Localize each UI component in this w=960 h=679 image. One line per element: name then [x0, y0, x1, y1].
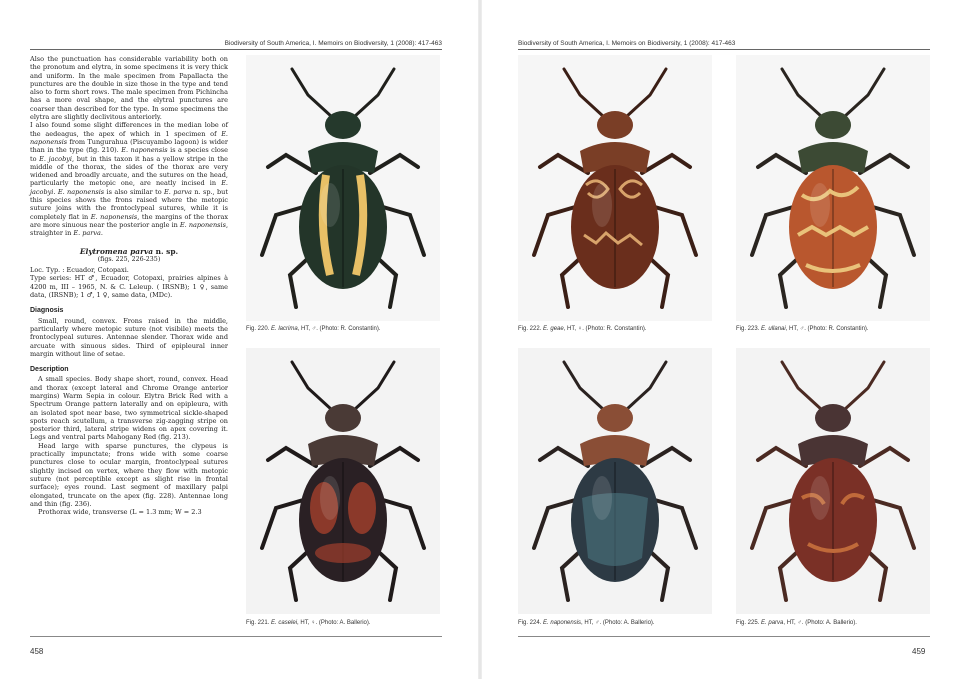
diagnosis-text: Small, round, convex. Frons raised in the middle, particularly where metopic suture (not visibile) meets the frontoclypeal sutures. Antennae slender. Thorax wide and arcuate with sinuous sides. Third of epipleural inner margin without line of setae. — [30, 316, 228, 358]
figure-caption: Fig. 222. E. geae, HT, ♀. (Photo: R. Constantin). — [518, 326, 647, 332]
running-head-left: Biodiversity of South America, I. Memoirs on Biodiversity, 1 (2008): 417-463 — [30, 40, 442, 50]
paragraph: Also the punctuation has considerable variability both on the pronotum and elytra, in some specimens it is very thick and uniform. In the male specimen from Papallacta the punctures are the double in size those in the type and tend also to form short rows. The male specimen from Pichincha has a more oval shape, and the elytral punctures are coarser than described for the type. In some specimens the elytra are slightly declivitous anteriorly. — [30, 55, 228, 122]
beetle-photo-fig-224 — [518, 348, 712, 614]
paragraph: I also found some slight differences in the median lobe of the aedeagus, the apex of which in 1 specimen of E. naponensis from Tungurahua (Piscuyambo lagoon) is wider than in the type (fig. 210). E. naponensis is a species close to E. jacobyi, but in this taxon it has a yellow stripe in the middle of the thorax, the sides of the thorax are very widened and broadly arcuate, and the sutures on the head, particularly the metopic one, are neatly incised in E. jacobyi. E. naponensis is also similar to E. parva n. sp., but this species shows the frons raised where the metopic suture joins with the frontoclypeal sutures, while it is completely flat in E. naponensis, the margins of the thorax are more sinuous near the posterior angle in E. naponensis, straighter in E. parva. — [30, 121, 229, 238]
footer-rule — [518, 636, 930, 637]
figure-caption: Fig. 223. E. ullanai, HT, ♂. (Photo: R. Constantin). — [736, 326, 869, 332]
description-text: A small species. Body shape short, round, convex. Head and thorax (except lateral and Chrome Orange anterior margins) Warm Sepia in colour. Elytra Brick Red with a Spectrum Orange pattern laterally and on epipleura, with an isolated spot near base, two symmetrical sickle-shaped spots reach scutellum, a transverse zig-zagging stripe on posterior third, lateral stripe widens on apex covering it. Legs and ventral parts Mahogany Red (fig. 213). — [30, 375, 228, 442]
figure-caption: Fig. 220. E. lacrima, HT, ♂. (Photo: R. Constantin). — [246, 326, 381, 332]
figure-caption: Fig. 224. E. naponensis, HT, ♂. (Photo: A. Ballerio). — [518, 620, 655, 626]
beetle-photo-fig-225 — [736, 348, 930, 614]
figure-caption: Fig. 221. E. caselei, HT, ♀. (Photo: A. Ballerio). — [246, 620, 371, 626]
description-text: Head large with sparse punctures, the clypeus is practically impunctate; frons wide with some coarse punctures close to ocular margin, frontoclypeal sutures slightly incised on vertex, where they flow with metopic suture (not perceptible except as slight rise in frontal surface); eyes round. Last segment of maxillary palpi elongated, truncate on the apex (fig. 228). Antennae long and thin (fig. 236). — [30, 441, 228, 508]
beetle-photo-fig-220 — [246, 55, 440, 321]
running-head-right: Biodiversity of South America, I. Memoirs on Biodiversity, 1 (2008): 417-463 — [518, 40, 930, 50]
description-heading: Description — [30, 366, 69, 374]
footer-rule — [30, 636, 442, 637]
text-column — [30, 55, 228, 516]
diagnosis-heading: Diagnosis — [30, 307, 64, 315]
page-number-right: 459 — [912, 647, 926, 656]
species-title: Elytromena parva n. sp. — [79, 246, 179, 256]
beetle-photo-fig-223 — [736, 55, 930, 321]
type-locality: Loc. Typ. : Ecuador, Cotopaxi. — [30, 266, 129, 275]
beetle-photo-fig-221 — [246, 348, 440, 614]
description-text: Prothorax wide, transverse (L = 1.3 mm; W = 2.3 — [38, 508, 202, 517]
page-number-left: 458 — [30, 647, 44, 656]
beetle-photo-fig-222 — [518, 55, 712, 321]
figure-caption: Fig. 225. E. parva, HT, ♂. (Photo: A. Ballerio). — [736, 620, 857, 626]
species-figures-ref: (figs. 225, 226-235) — [97, 255, 161, 263]
type-series: Type series: HT ♂, Ecuador, Cotopaxi, prairies alpines à 4200 m, III – 1965, N. & C. Leleup. ( IRSNB); 1 ♀, same data, (IRSNB); 1 ♂, 1 ♀, same data, (MDc). — [30, 274, 228, 300]
page-gutter — [478, 0, 482, 679]
